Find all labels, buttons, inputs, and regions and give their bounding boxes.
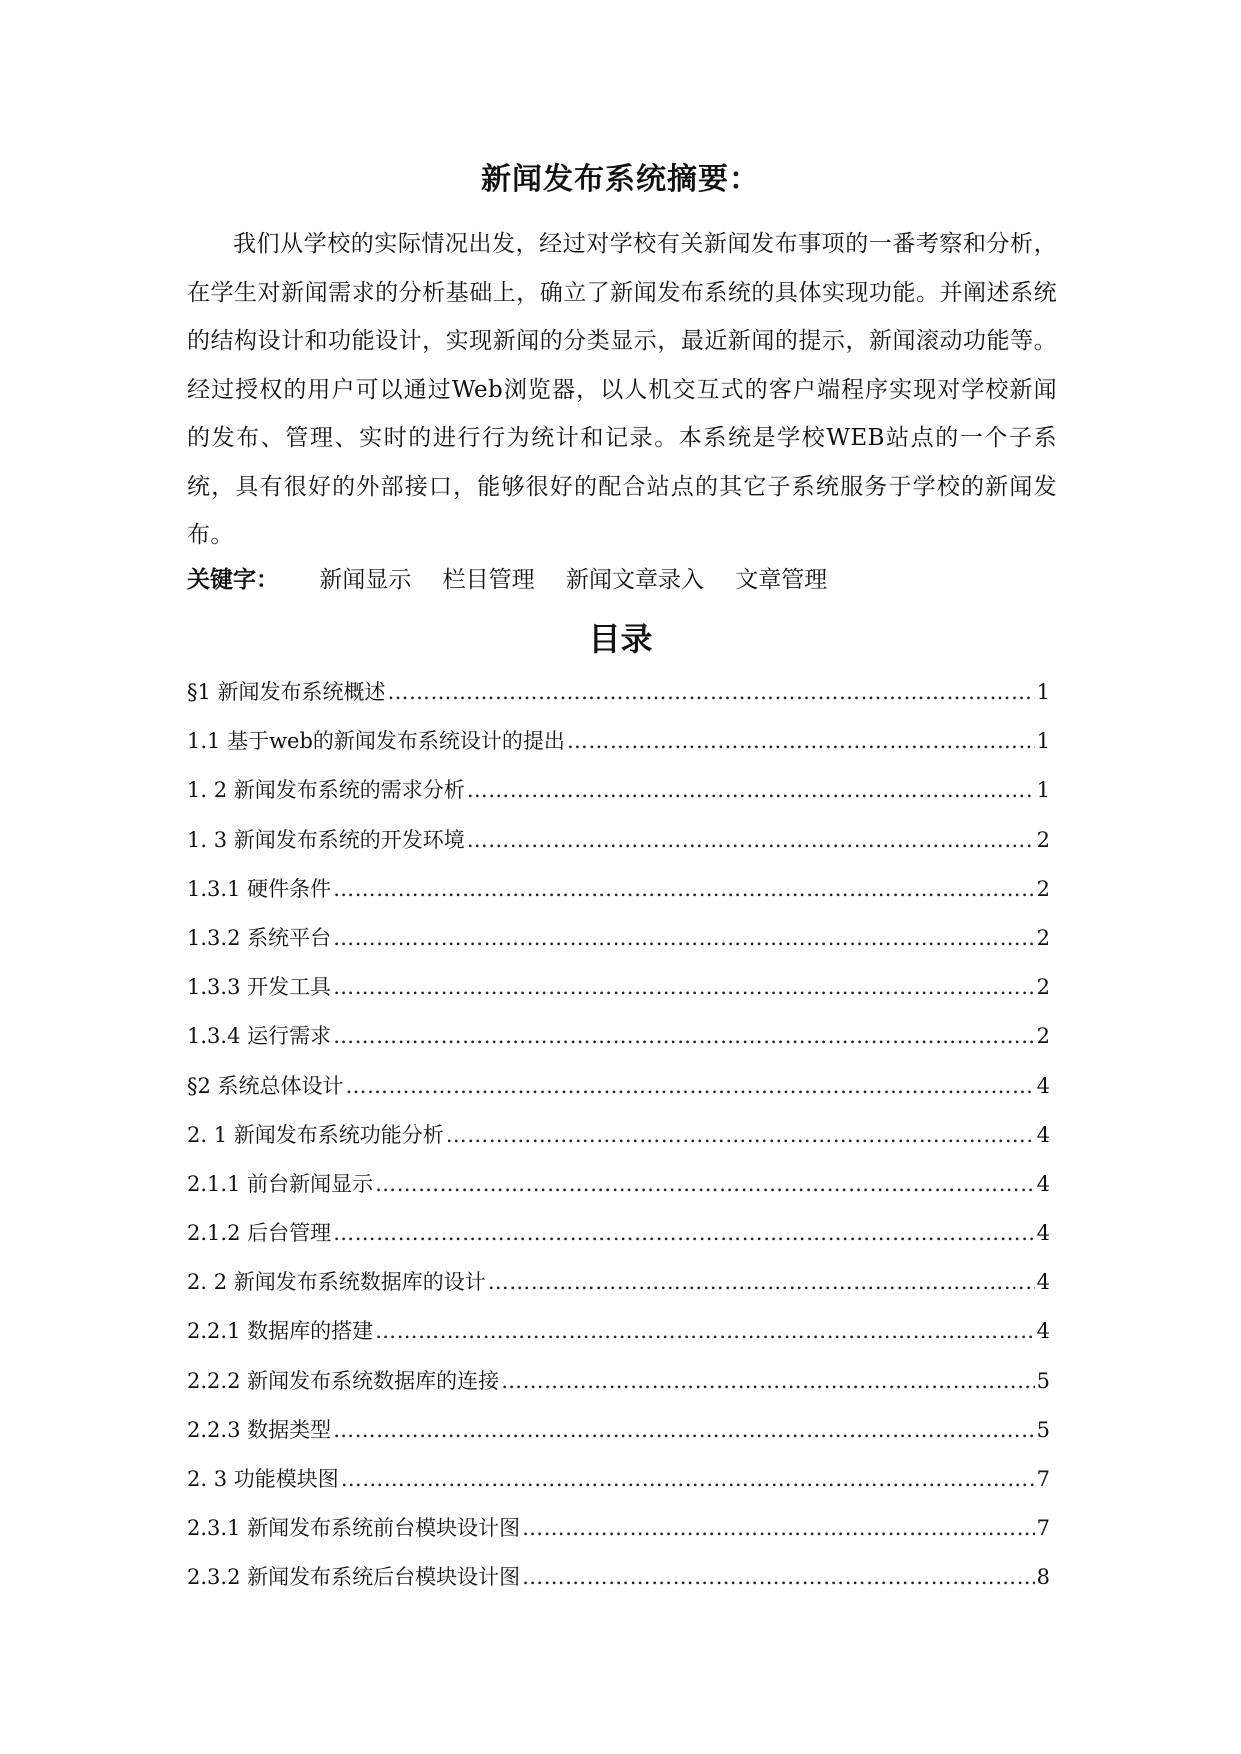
toc-entry-title: 1. 3 新闻发布系统的开发环境 — [187, 827, 465, 852]
toc-page-number: 2 — [1036, 925, 1050, 950]
toc-page-number: 4 — [1036, 1073, 1050, 1098]
toc-leader-dots — [501, 1364, 1035, 1398]
toc-page-number: 2 — [1036, 876, 1050, 901]
abstract-paragraph: 我们从学校的实际情况出发，经过对学校有关新闻发布事项的一番考察和分析，在学生对新闻需求的分析基础上，确立了新闻发布系统的具体实现功能。并阐述系统的结构设计和功能设计，实现新闻的分类显示，最近新闻的提示，新闻滚动功能等。经过授权的用户可以通过Web浏览器，以人机交互式的客户端程序实现对学校新闻的发布、管理、实时的进行行为统计和记录。本系统是学校WEB站点的一个子系统，具有很好的外部接口，能够很好的配合站点的其它子系统服务于学校的新闻发布。 — [187, 231, 1057, 548]
toc-entry[interactable] — [187, 1019, 1050, 1068]
toc-entry-title: 2.2.3 数据类型 — [187, 1417, 332, 1442]
toc-page-number: 4 — [1036, 1319, 1050, 1344]
toc-entry-title: 2.1.2 后台管理 — [187, 1221, 332, 1246]
toc-entry[interactable] — [187, 1413, 1050, 1462]
toc-leader-dots — [333, 970, 1035, 1004]
toc-entry-title: 2.3.2 新闻发布系统后台模块设计图 — [187, 1565, 521, 1590]
toc-entry-title: 1. 2 新闻发布系统的需求分析 — [187, 778, 465, 803]
toc-entry-title: 2. 1 新闻发布系统功能分析 — [187, 1122, 444, 1147]
document-title: 新闻发布系统摘要： — [481, 162, 760, 197]
toc-entry[interactable] — [187, 1069, 1050, 1118]
toc-entry[interactable] — [187, 970, 1050, 1019]
toc-entry[interactable] — [187, 1216, 1050, 1265]
toc-page-number: 2 — [1036, 1024, 1050, 1049]
toc-entry[interactable] — [187, 1265, 1050, 1314]
toc-entry-title: 1.3.2 系统平台 — [187, 925, 332, 950]
toc-page-number: 1 — [1036, 729, 1050, 754]
toc-entry[interactable] — [187, 724, 1050, 773]
toc-entry[interactable] — [187, 1462, 1050, 1511]
toc-entry[interactable] — [187, 773, 1050, 822]
toc-page-number: 5 — [1036, 1417, 1050, 1442]
toc-leader-dots — [375, 1167, 1035, 1201]
toc-page-number: 8 — [1036, 1565, 1050, 1590]
toc-leader-dots — [567, 724, 1035, 758]
toc-leader-dots — [333, 1413, 1035, 1447]
toc-leader-dots — [488, 1265, 1035, 1299]
toc-entry[interactable] — [187, 823, 1050, 872]
toc-leader-dots — [467, 773, 1035, 807]
toc-page-number: 2 — [1036, 827, 1050, 852]
toc-leader-dots — [446, 1118, 1035, 1152]
keyword: 新闻显示 — [319, 567, 412, 593]
toc-entry[interactable] — [187, 1511, 1050, 1560]
toc-page-number: 1 — [1036, 778, 1050, 803]
keyword: 文章管理 — [735, 567, 828, 593]
toc-entry-title: 2. 2 新闻发布系统数据库的设计 — [187, 1270, 486, 1295]
toc-page-number: 4 — [1036, 1122, 1050, 1147]
toc-entry-title: 2.2.2 新闻发布系统数据库的连接 — [187, 1368, 500, 1393]
toc-entry-title: 1.3.1 硬件条件 — [187, 876, 332, 901]
toc-entry[interactable] — [187, 675, 1050, 724]
toc-entry[interactable] — [187, 1118, 1050, 1167]
toc-leader-dots — [341, 1462, 1035, 1496]
toc-entry[interactable] — [187, 1560, 1050, 1609]
toc-page-number: 7 — [1036, 1467, 1050, 1491]
toc-entry[interactable] — [187, 1167, 1050, 1216]
toc-page-number: 4 — [1036, 1221, 1050, 1246]
toc-entry-title: §2 系统总体设计 — [187, 1073, 344, 1098]
toc-entry-title: 2.2.1 数据库的搭建 — [187, 1319, 374, 1344]
keyword: 新闻文章录入 — [565, 567, 704, 593]
toc-leader-dots — [346, 1069, 1035, 1103]
toc-page-number: 7 — [1036, 1516, 1050, 1541]
toc-entry-title: 1.1 基于web的新闻发布系统设计的提出 — [187, 729, 565, 754]
toc-page-number: 1 — [1036, 680, 1050, 704]
table-of-contents — [187, 675, 1050, 1610]
toc-title: 目录 — [588, 620, 653, 658]
toc-leader-dots — [522, 1511, 1035, 1545]
toc-entry-title: 1.3.3 开发工具 — [187, 975, 332, 1000]
toc-page-number: 5 — [1036, 1368, 1050, 1393]
toc-leader-dots — [333, 872, 1035, 906]
toc-entry[interactable] — [187, 1364, 1050, 1413]
keywords-line — [187, 563, 851, 597]
toc-entry-title: §1 新闻发布系统概述 — [187, 680, 386, 704]
toc-entry-title: 2. 3 功能模块图 — [187, 1467, 339, 1491]
toc-leader-dots — [333, 1216, 1035, 1250]
toc-entry-title: 1.3.4 运行需求 — [187, 1024, 332, 1049]
keyword: 栏目管理 — [442, 567, 535, 593]
keywords-label: 关键字： — [187, 567, 279, 593]
toc-entry[interactable] — [187, 1314, 1050, 1363]
toc-leader-dots — [388, 675, 1035, 709]
toc-entry[interactable] — [187, 872, 1050, 921]
toc-page-number: 4 — [1036, 1270, 1050, 1295]
toc-leader-dots — [333, 921, 1035, 955]
toc-entry-title: 2.1.1 前台新闻显示 — [187, 1171, 374, 1196]
toc-page-number: 4 — [1036, 1171, 1050, 1196]
toc-page-number: 2 — [1036, 975, 1050, 1000]
toc-leader-dots — [522, 1560, 1035, 1594]
toc-entry-title: 2.3.1 新闻发布系统前台模块设计图 — [187, 1516, 521, 1541]
toc-leader-dots — [333, 1019, 1035, 1053]
toc-leader-dots — [375, 1314, 1035, 1348]
toc-entry[interactable] — [187, 921, 1050, 970]
toc-leader-dots — [467, 823, 1035, 857]
